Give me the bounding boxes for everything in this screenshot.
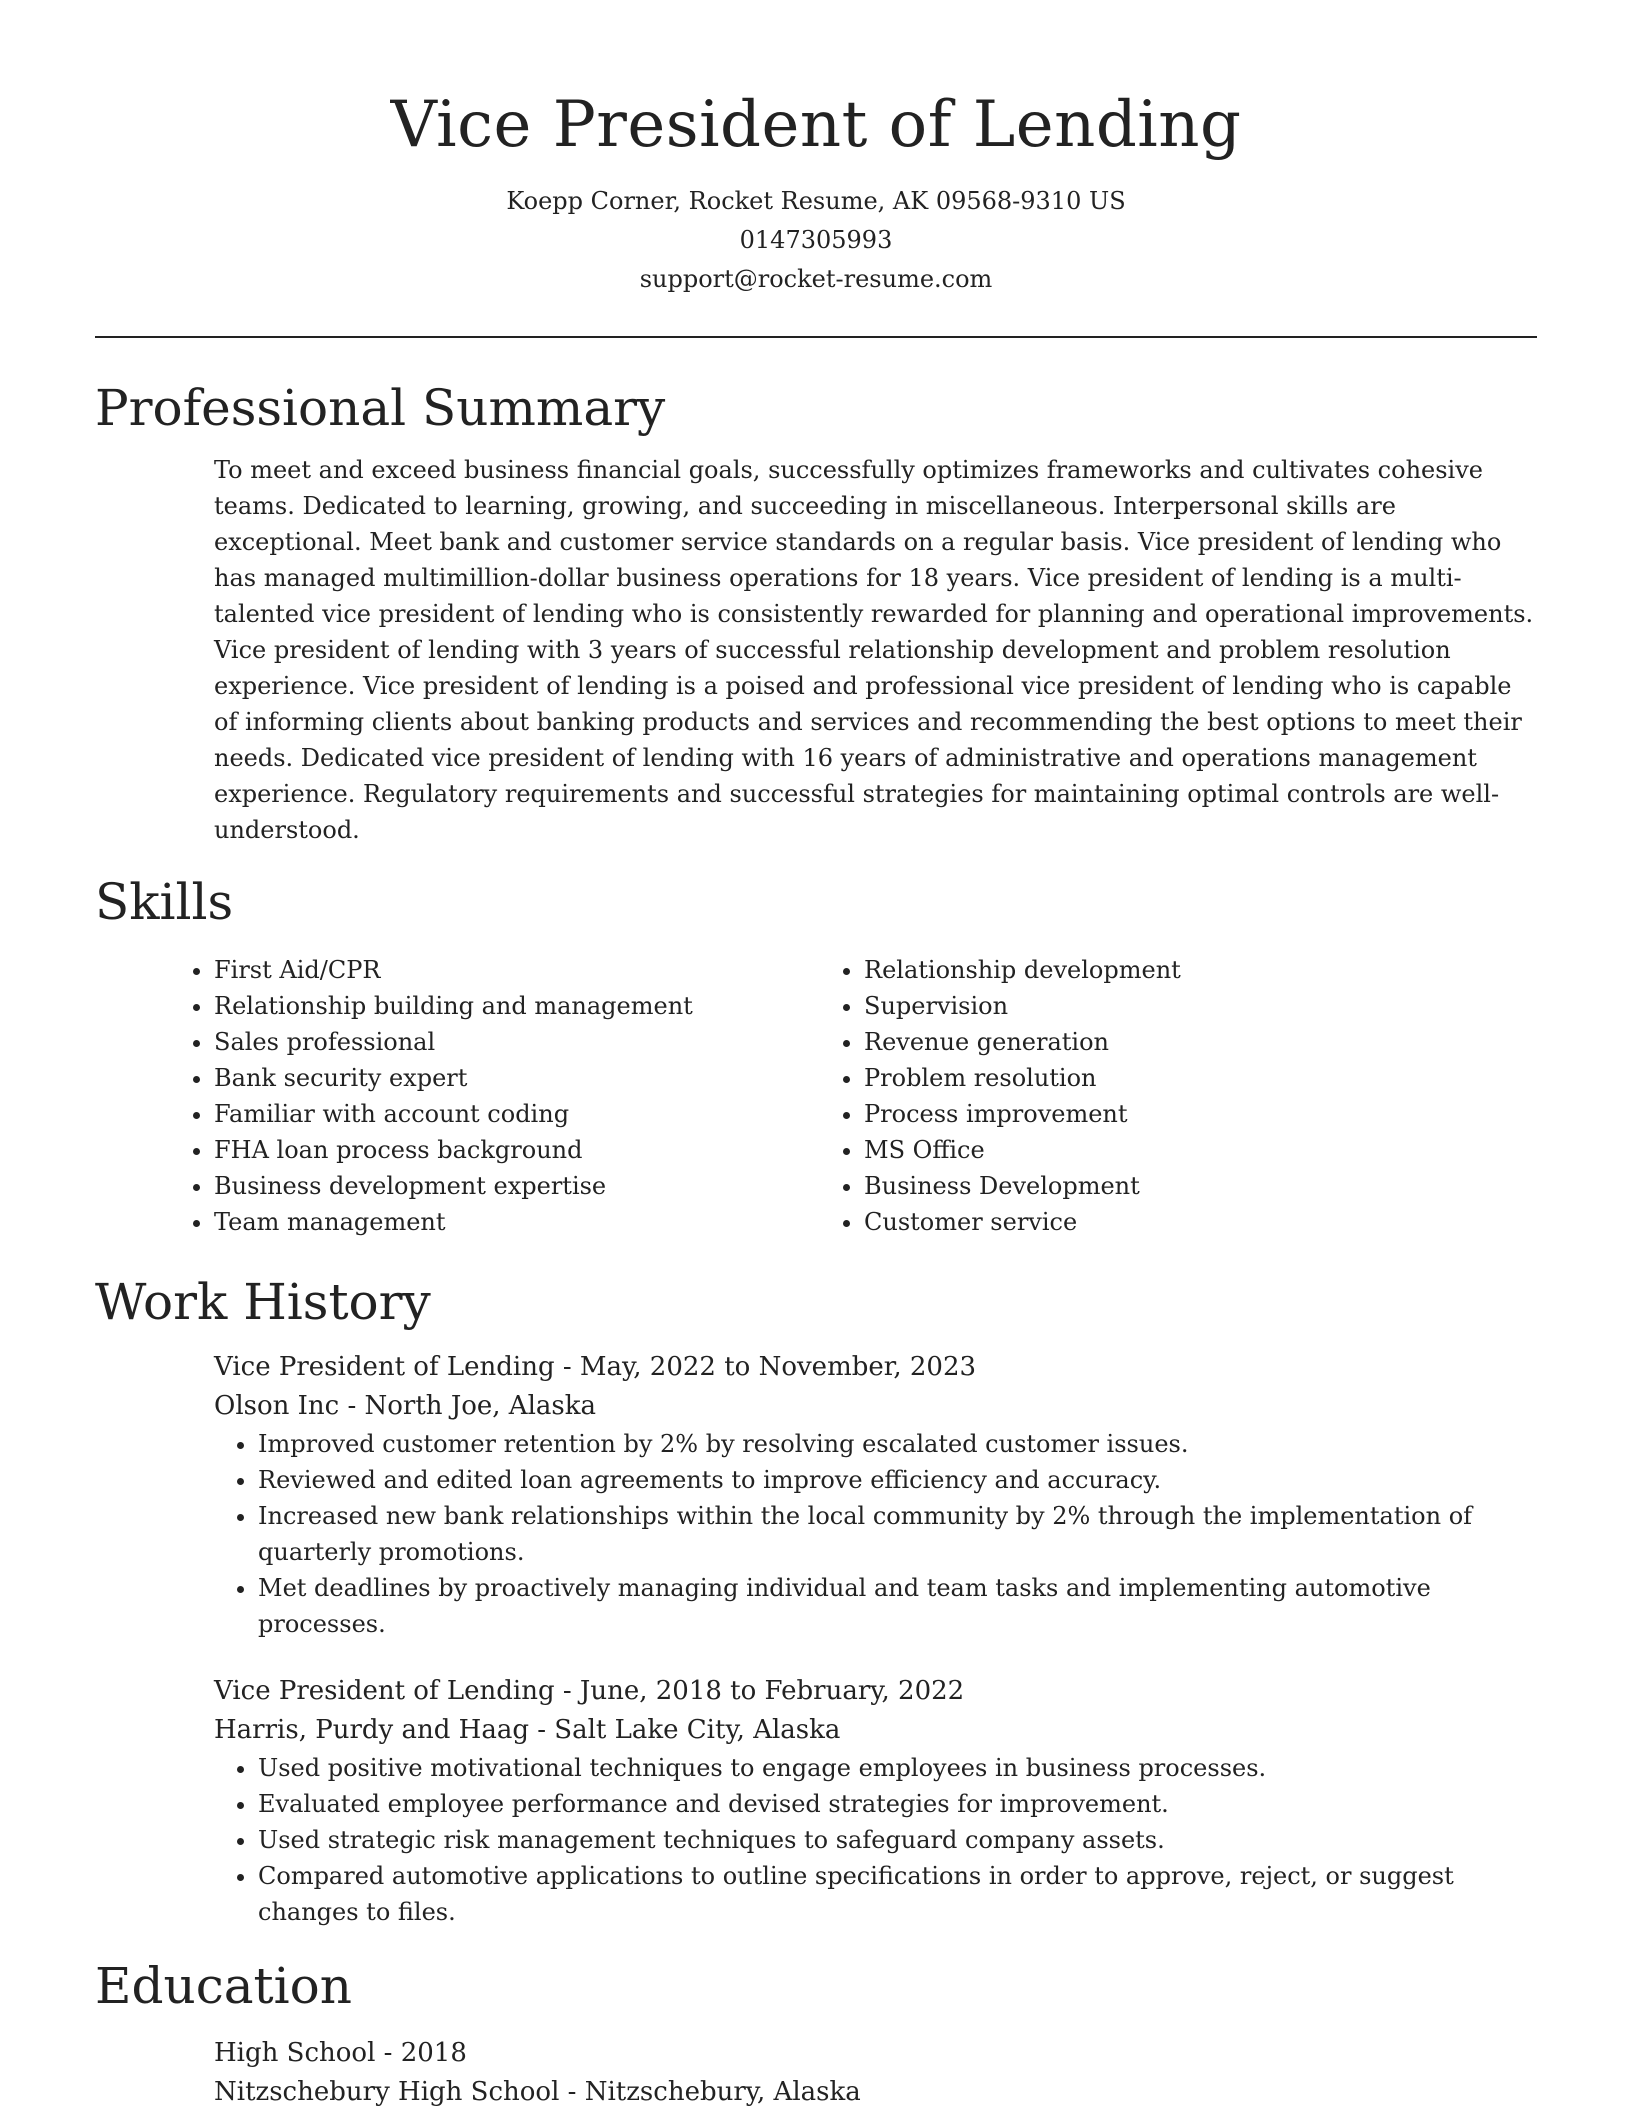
- skill-item: • MS Office: [864, 1132, 1537, 1168]
- skill-item: • First Aid/CPR: [214, 952, 820, 988]
- skills-list-left: [170, 952, 820, 1240]
- contact-block: [95, 182, 1537, 299]
- education-heading: Education: [95, 1957, 352, 2015]
- contact-email: support@rocket-resume.com: [639, 265, 993, 293]
- job-duty: • Increased new bank relationships within the local community by 2% through the implementation of quarterly promotions.: [258, 1498, 1537, 1570]
- skill-item: • Customer service: [864, 1204, 1537, 1240]
- header-divider: [95, 336, 1537, 338]
- skill-item: • Familiar with account coding: [214, 1096, 820, 1132]
- work-history-section: [95, 1270, 1537, 1930]
- education-school-location: Nitzschebury High School - Nitzschebury, Alaska: [214, 2077, 861, 2107]
- skill-item: • Revenue generation: [864, 1024, 1537, 1060]
- skills-list-right: [820, 952, 1537, 1240]
- job-duties-list: [214, 1750, 1537, 1930]
- skill-item: • Problem resolution: [864, 1060, 1537, 1096]
- summary-section: [95, 376, 1537, 848]
- job-entry: [214, 1672, 1537, 1930]
- skills-heading: Skills: [95, 873, 234, 931]
- job-duty: • Reviewed and edited loan agreements to improve efficiency and accuracy.: [258, 1462, 1537, 1498]
- skill-item: • Sales professional: [214, 1024, 820, 1060]
- resume-header: [95, 0, 1537, 299]
- job-employer-location: Harris, Purdy and Haag - Salt Lake City, Alaska: [214, 1715, 841, 1745]
- job-entry: [214, 1348, 1537, 1642]
- education-entry: [214, 2034, 1537, 2112]
- job-duty: • Compared automotive applications to outline specifications in order to approve, reject, or suggest changes to files.: [258, 1858, 1537, 1930]
- skill-item: • Relationship development: [864, 952, 1537, 988]
- contact-address: Koepp Corner, Rocket Resume, AK 09568-9310 US: [506, 187, 1126, 215]
- job-duties-list: [214, 1426, 1537, 1642]
- skill-item: • Bank security expert: [214, 1060, 820, 1096]
- skill-item: • Team management: [214, 1204, 820, 1240]
- job-title-dates: Vice President of Lending - May, 2022 to November, 2023: [214, 1352, 977, 1382]
- job-duty: • Improved customer retention by 2% by resolving escalated customer issues.: [258, 1426, 1537, 1462]
- job-duty: • Evaluated employee performance and devised strategies for improvement.: [258, 1786, 1537, 1822]
- job-title-dates: Vice President of Lending - June, 2018 to February, 2022: [214, 1676, 965, 1706]
- summary-heading: Professional Summary: [95, 379, 666, 437]
- work-history-heading: Work History: [95, 1273, 431, 1331]
- job-duty: • Used strategic risk management techniques to safeguard company assets.: [258, 1822, 1537, 1858]
- summary-paragraph: To meet and exceed business financial goals, successfully optimizes frameworks and cultivates cohesive teams. Dedicated to learning, growing, and succeeding in miscellaneous. Interpersonal skills are exceptional. Meet bank and customer service standards on a regular basis. Vice president of lending who has managed multimillion-dollar business operations for 18 years. Vice president of lending is a multi-talented vice president of lending who is consistently rewarded for planning and operational improvements. Vice president of lending with 3 years of successful relationship development and problem resolution experience. Vice president of lending is a poised and professional vice president of lending who is capable of informing clients about banking products and services and recommending the best options to meet their needs. Dedicated vice president of lending with 16 years of administrative and operations management experience. Regulatory requirements and successful strategies for maintaining optimal controls are well-understood.: [214, 456, 1534, 844]
- job-employer-location: Olson Inc - North Joe, Alaska: [214, 1391, 597, 1421]
- contact-phone: 0147305993: [739, 226, 893, 254]
- skill-item: • Relationship building and management: [214, 988, 820, 1024]
- job-duty: • Used positive motivational techniques to engage employees in business processes.: [258, 1750, 1537, 1786]
- candidate-name: Vice President of Lending: [390, 88, 1242, 162]
- skill-item: • FHA loan process background: [214, 1132, 820, 1168]
- education-degree-year: High School - 2018: [214, 2038, 467, 2068]
- skill-item: • Supervision: [864, 988, 1537, 1024]
- education-section: [95, 1954, 1537, 2112]
- skills-section: [95, 870, 1537, 1240]
- skills-grid: [170, 952, 1537, 1240]
- skill-item: • Business development expertise: [214, 1168, 820, 1204]
- skill-item: • Process improvement: [864, 1096, 1537, 1132]
- skill-item: • Business Development: [864, 1168, 1537, 1204]
- job-duty: • Met deadlines by proactively managing individual and team tasks and implementing automotive processes.: [258, 1570, 1537, 1642]
